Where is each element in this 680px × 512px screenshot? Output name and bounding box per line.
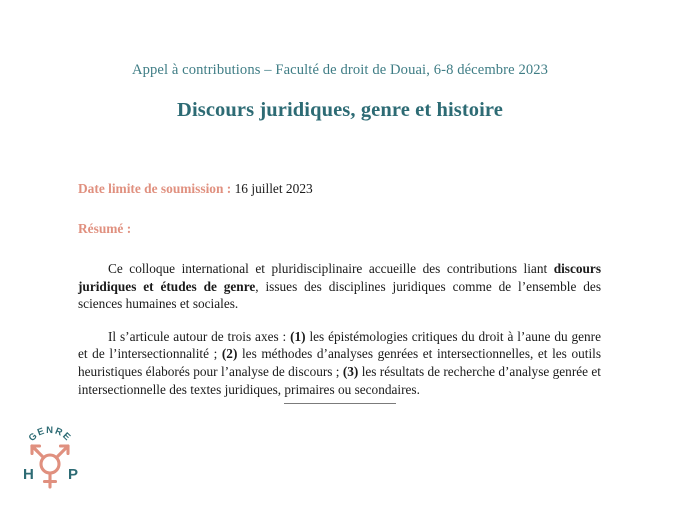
logo-left-letter: H	[23, 466, 34, 483]
genre-arc-text	[27, 425, 74, 444]
transgender-symbol-icon	[32, 446, 68, 487]
section-divider	[284, 403, 396, 404]
genre-logo	[14, 419, 86, 495]
submission-deadline	[78, 180, 601, 198]
abstract-paragraph-2: Il s’articule autour de trois axes : (1) les épistémologies critiques du droit à l’aune du genre et de l’intersectionnalité ; (2) les méthodes d’analyses genrées et intersectionnelles, et les outils heuristiques élaborés pour l’analyse de discours ; (3) les résultats de recherche d’analyse genrée et intersectionnelle des textes juridiques, primaires ou secondaires.	[78, 328, 602, 397]
submission-deadline-value: 16 juillet 2023	[234, 181, 313, 196]
logo-right-letter: P	[68, 466, 79, 483]
call-for-papers-subtitle: Appel à contributions – Faculté de droit de Douai, 6-8 décembre 2023	[131, 62, 549, 78]
page-title: Discours juridiques, genre et histoire	[177, 99, 503, 121]
genre-arc-textpath: GENRE	[26, 424, 74, 444]
submission-deadline-label: Date limite de soumission :	[78, 181, 232, 196]
abstract-label: Résumé :	[78, 221, 132, 236]
section-divider-container	[0, 394, 680, 412]
abstract-paragraph-1: Ce colloque international et pluridisciplinaire accueille des contributions liant discours juridiques et études de genre, issues des disciplines juridiques comme de l’ensemble des sciences humaines et sociales.	[78, 261, 601, 312]
document-body	[78, 180, 601, 398]
